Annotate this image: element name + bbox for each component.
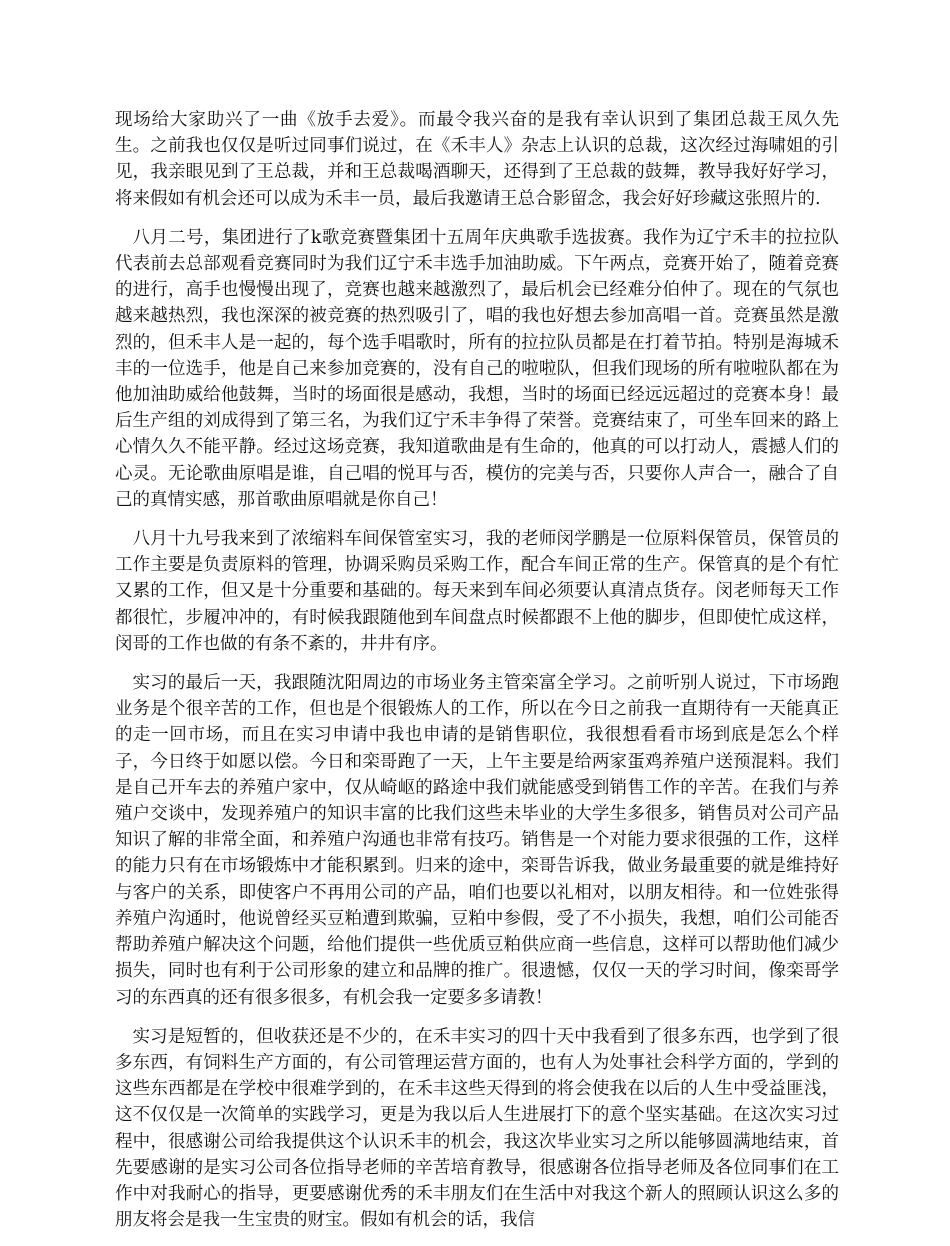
- paragraph-4: 实习的最后一天，我跟随沈阳周边的市场业务主管栾富全学习。之前听别人说过，下市场跑业务是个很辛苦的工作，但也是个很锻炼人的工作，所以在今日之前我一直期待有一天能真正的走一回市场，而且在实习申请中我也申请的是销售职位，我很想看看市场到底是怎么个样子，今日终于如愿以偿。今日和栾哥跑了一天，上午主要是给两家蛋鸡养殖户送预混料。我们是自己开车去的养殖户家中，仅从崎岖的路途中我们就能感受到销售工作的辛苦。在我们与养殖户交谈中，发现养殖户的知识丰富的比我们这些未毕业的大学生多很多，销售员对公司产品知识了解的非常全面，和养殖户沟通也非常有技巧。销售是一个对能力要求很强的工作，这样的能力只有在市场锻炼中才能积累到。归来的途中，栾哥告诉我，做业务最重要的就是维持好与客户的关系，即使客户不再用公司的产品，咱们也要以礼相对，以朋友相待。和一位姓张得养殖户沟通时，他说曾经买豆粕遭到欺骗，豆粕中参假，受了不小损失，我想，咱们公司能否帮助养殖户解决这个问题，给他们提供一些优质豆粕供应商一些信息，这样可以帮助他们减少损失，同时也有利于公司形象的建立和品牌的推广。很遗憾，仅仅一天的学习时间，像栾哥学习的东西真的还有很多很多，有机会我一定要多多请教！: [115, 673, 839, 1008]
- document-body: [115, 107, 839, 1246]
- paragraph-1: 现场给大家助兴了一曲《放手去爱》。而最令我兴奋的是我有幸认识到了集团总裁王凤久先生。之前我也仅仅是听过同事们说过，在《禾丰人》杂志上认识的总裁，这次经过海啸姐的引见，我亲眼见到了王总裁，并和王总裁喝酒聊天，还得到了王总裁的鼓舞，教导我好好学习，将来假如有机会还可以成为禾丰一员，最后我邀请王总合影留念，我会好好珍藏这张照片的.: [115, 110, 839, 209]
- paragraph-2: 八月二号，集团进行了k歌竞赛暨集团十五周年庆典歌手选拔赛。我作为辽宁禾丰的拉拉队代表前去总部观看竞赛同时为我们辽宁禾丰选手加油助威。下午两点，竞赛开始了，随着竞赛的进行，高手也慢慢出现了，竞赛也越来越激烈了，最后机会已经难分伯仲了。现在的气氛也越来越热烈，我也深深的被竞赛的热烈吸引了，唱的我也好想去参加高唱一首。竞赛虽然是激烈的，但禾丰人是一起的，每个选手唱歌时，所有的拉拉队员都是在打着节拍。特别是海城禾丰的一位选手，他是自己来参加竞赛的，没有自己的啦啦队，但我们现场的所有啦啦队都在为他加油助威给他鼓舞，当时的场面很是感动，我想，当时的场面已经远远超过的竞赛本身！最后生产组的刘成得到了第三名，为我们辽宁禾丰争得了荣誉。竞赛结束了，可坐车回来的路上心情久久不能平静。经过这场竞赛，我知道歌曲是有生命的，他真的可以打动人，震撼人们的心灵。无论歌曲原唱是谁，自己唱的悦耳与否，模仿的完美与否，只要你人声合一，融合了自己的真情实感，那首歌曲原唱就是你自己！: [115, 227, 839, 510]
- paragraph-3: 八月十九号我来到了浓缩料车间保管室实习，我的老师闵学鹏是一位原料保管员，保管员的工作主要是负责原料的管理，协调采购员采购工作，配合车间正常的生产。保管真的是个有忙又累的工作，但又是十分重要和基础的。每天来到车间必须要认真清点货存。闵老师每天工作都很忙，步履冲冲的，有时候我跟随他到车间盘点时候都跟不上他的脚步，但即使忙成这样，闵哥的工作也做的有条不紊的，井井有序。: [115, 529, 839, 654]
- paragraph-5: 实习是短暂的，但收获还是不少的，在禾丰实习的四十天中我看到了很多东西，也学到了很多东西，有饲料生产方面的，有公司管理运营方面的，也有人为处事社会科学方面的，学到的这些东西都是在学校中很难学到的，在禾丰这些天得到的将会使我在以后的人生中受益匪浅，这不仅仅是一次简单的实践学习，更是为我以后人生进展打下的意个坚实基础。在这次实习过程中，很感谢公司给我提供这个认识禾丰的机会，我这次毕业实习之所以能够圆满地结束，首先要感谢的是实习公司各位指导老师的辛苦培育教导，很感谢各位指导老师及各位同事们在工作中对我耐心的指导，更要感谢优秀的禾丰朋友们在生活中对我这个新人的照顾认识这么多的朋友将会是我一生宝贵的财宝。假如有机会的话，我信: [115, 1026, 839, 1231]
